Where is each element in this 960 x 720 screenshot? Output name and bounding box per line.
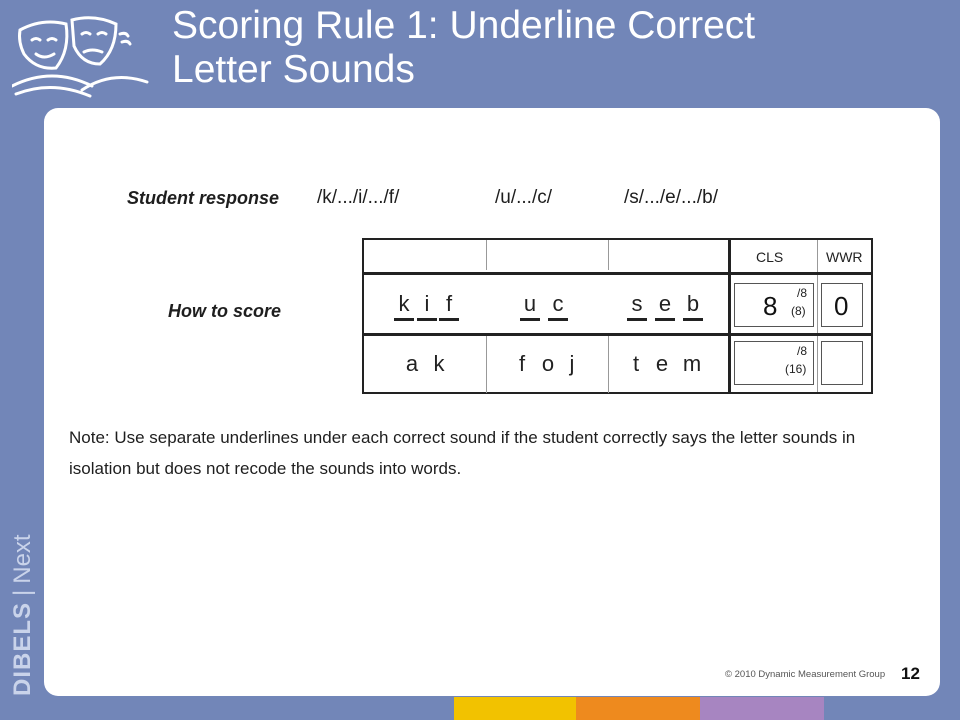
underline-mark [627, 318, 647, 321]
underline-mark [394, 318, 414, 321]
cls-score-box-row1 [734, 283, 814, 327]
page-number: 12 [901, 664, 920, 683]
title-line-2: Letter Sounds [172, 48, 415, 91]
scoring-grid [362, 238, 873, 394]
how-to-score-label: How to score [168, 301, 282, 321]
letter-cell: k [433, 351, 445, 376]
letter-cell: u [523, 291, 537, 316]
wwr-score-box-row2 [821, 341, 863, 385]
copyright-text: © 2010 Dynamic Measurement Group [725, 669, 886, 680]
wwr-score-box-row1 [821, 283, 863, 327]
letter-cell: k [398, 291, 410, 316]
letter-cell: o [541, 351, 555, 376]
letter-cell: a [405, 351, 419, 376]
brand-separator: | [9, 589, 36, 596]
underline-mark [417, 318, 437, 321]
letter-cell: c [552, 291, 564, 316]
student-response-label: Student response [127, 188, 280, 208]
side-brand [3, 518, 43, 696]
scoring-note: Note: Use separate underlines under each correct sound if the student correctly says the letter sounds in isolation but does not recode the sounds into words. [69, 428, 856, 478]
footer-bar-orange [576, 697, 700, 720]
underline-mark [520, 318, 540, 321]
cls-total: /8 [797, 286, 808, 300]
cls-cumulative: (8) [791, 304, 806, 318]
letter-cell: b [686, 291, 700, 316]
response-word-2: /u/.../c/ [495, 187, 553, 208]
brand-dibels: DIBELS [9, 601, 36, 696]
letter-cell: f [445, 291, 453, 316]
title-line-1: Scoring Rule 1: Underline Correct [172, 4, 756, 47]
underline-mark [683, 318, 703, 321]
letter-cell: e [658, 291, 672, 316]
wwr-header: WWR [826, 249, 863, 265]
letter-cell: f [518, 351, 526, 376]
masks-logo-icon [12, 10, 152, 102]
letter-cell: s [631, 291, 643, 316]
letter-cell: t [632, 351, 640, 376]
underline-mark [439, 318, 459, 321]
slide-title [172, 4, 932, 92]
cls-score-box-row2 [734, 341, 814, 385]
letter-cell: e [655, 351, 669, 376]
cls-cumulative: (16) [785, 362, 807, 376]
brand-next: Next [9, 534, 36, 584]
content-card [44, 108, 940, 696]
cls-score-value: 8 [763, 291, 778, 321]
response-word-1: /k/.../i/.../f/ [317, 187, 400, 208]
letter-cell: i [424, 291, 430, 316]
footer-bar-purple [700, 697, 824, 720]
letter-cell: j [569, 351, 575, 376]
underline-mark [655, 318, 675, 321]
cls-header: CLS [756, 249, 784, 265]
underline-mark [548, 318, 568, 321]
footer-bar-yellow [454, 697, 576, 720]
wwr-score-value: 0 [834, 291, 849, 321]
letter-cell: m [682, 351, 702, 376]
cls-total: /8 [797, 344, 808, 358]
response-word-3: /s/.../e/.../b/ [624, 187, 718, 208]
